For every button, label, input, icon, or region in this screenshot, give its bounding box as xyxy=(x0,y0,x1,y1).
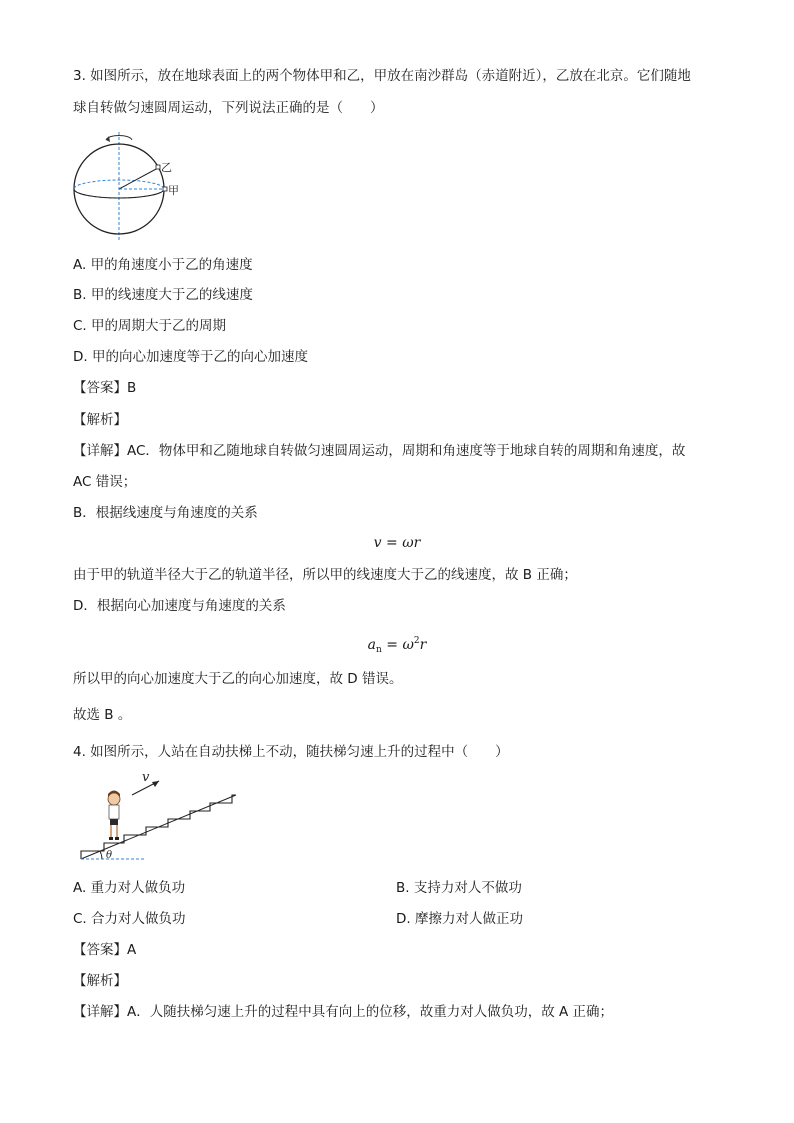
q3-detail-line2: AC 错误； xyxy=(73,474,137,490)
label-theta: θ xyxy=(106,850,113,861)
q3-formula-an: $a_n = \omega^2r$ xyxy=(367,636,427,655)
person-icon xyxy=(108,791,120,841)
q3-option-b: B. 甲的线速度大于乙的线速度 xyxy=(73,287,253,303)
q3-formula-v: v = ωr xyxy=(373,535,421,551)
q3-d-conclusion: 所以甲的向心加速度大于乙的向心加速度，故 D 错误。 xyxy=(73,671,403,687)
object-yi xyxy=(156,165,160,169)
q3-stem-line2: 球自转做匀速圆周运动，下列说法正确的是（ ） xyxy=(73,100,384,116)
q3-analysis-heading: 【解析】 xyxy=(73,412,127,428)
q3-d-intro: D．根据向心加速度与角速度的关系 xyxy=(73,598,286,614)
q3-answer: 【答案】B xyxy=(73,380,137,396)
q4-option-b: B. 支持力对人不做功 xyxy=(396,880,522,896)
label-jia: 甲 xyxy=(168,184,179,197)
q4-answer: 【答案】A xyxy=(73,942,137,958)
q4-option-a: A. 重力对人做负功 xyxy=(73,880,186,896)
q4-analysis-heading: 【解析】 xyxy=(73,973,127,989)
q4-escalator-figure xyxy=(76,767,246,865)
q3-option-d: D. 甲的向心加速度等于乙的向心加速度 xyxy=(73,349,308,365)
q3-option-c: C. 甲的周期大于乙的周期 xyxy=(73,318,227,334)
q3-b-conclusion: 由于甲的轨道半径大于乙的轨道半径，所以甲的线速度大于乙的线速度，故 B 正确； xyxy=(73,567,577,583)
q4-option-d: D. 摩擦力对人做正功 xyxy=(396,911,523,927)
object-jia xyxy=(163,187,167,191)
q3-stem-line1: 3. 如图所示，放在地球表面上的两个物体甲和乙，甲放在南沙群岛（赤道附近），乙放在北京。它们随地 xyxy=(73,68,691,84)
q3-detail-line1: 【详解】AC．物体甲和乙随地球自转做匀速圆周运动，周期和角速度等于地球自转的周期和角速度，故 xyxy=(73,443,686,459)
q3-earth-figure xyxy=(68,128,188,243)
label-v: v xyxy=(142,770,150,785)
q4-detail-line1: 【详解】A．人随扶梯匀速上升的过程中具有向上的位移，故重力对人做负功，故 A 正确； xyxy=(73,1004,614,1020)
q4-option-c: C. 合力对人做负功 xyxy=(73,911,186,927)
q3-b-intro: B．根据线速度与角速度的关系 xyxy=(73,505,258,521)
q4-stem: 4. 如图所示，人站在自动扶梯上不动，随扶梯匀速上升的过程中（ ） xyxy=(73,744,509,760)
label-yi: 乙 xyxy=(161,161,172,174)
q3-option-a: A. 甲的角速度小于乙的角速度 xyxy=(73,257,253,273)
q3-choice: 故选 B 。 xyxy=(73,707,132,723)
